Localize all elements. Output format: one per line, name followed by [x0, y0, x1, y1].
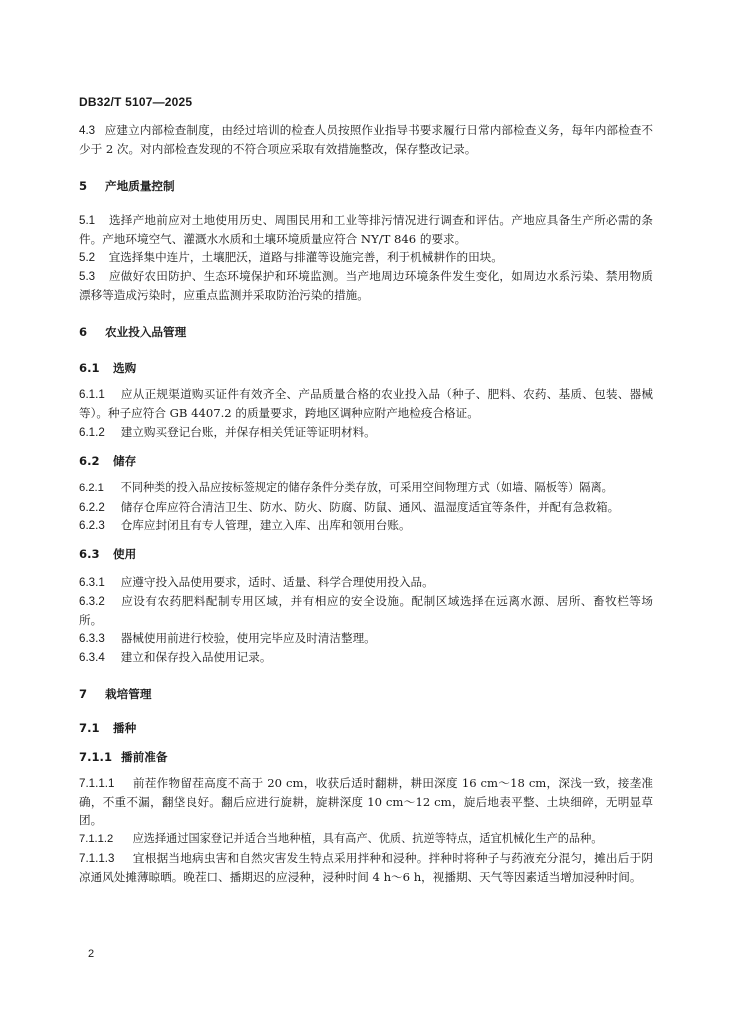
heading-number: 5 — [79, 179, 88, 193]
clause-text: 器械使用前进行校验，使用完毕应及时清洁整理。 — [120, 631, 376, 645]
heading-title: 农业投入品管理 — [105, 325, 187, 339]
clause-text: 不同种类的投入品应按标签规定的储存条件分类存放，可采用空间物理方式（如墙、隔板等）隔离。 — [120, 481, 613, 494]
clause-text: 应设有农药肥料配制专用区域，并有相应的安全设施。配制区域选择在远离水源、居所、畜牧栏等场所。 — [79, 594, 653, 627]
clause-number: 5.1 — [79, 214, 96, 227]
heading-title: 使用 — [113, 547, 137, 561]
clause-7-1-1-2 — [79, 830, 653, 848]
clause-5-2 — [79, 248, 653, 267]
clause-number: 5.2 — [79, 251, 96, 264]
heading-number: 6.3 — [79, 547, 100, 561]
clause-number: 7.1.1.1 — [79, 777, 115, 790]
clause-6-3-3 — [79, 629, 653, 648]
clause-6-2-3 — [79, 516, 653, 535]
clause-text: 应选择通过国家登记并适合当地种植，具有高产、优质、抗逆等特点，适宜机械化生产的品种。 — [132, 832, 603, 845]
clause-text: 应遵守投入品使用要求，适时、适量、科学合理使用投入品。 — [120, 575, 434, 589]
clause-number: 6.3.2 — [79, 595, 105, 608]
clause-5-1 — [79, 211, 653, 248]
heading-5 — [79, 177, 653, 195]
heading-title: 选购 — [113, 361, 137, 375]
page-number: 2 — [88, 948, 95, 960]
clause-6-1-2 — [79, 423, 653, 442]
clause-7-1-1-3 — [79, 849, 653, 886]
clause-text: 前茬作物留茬高度不高于 20 cm，收获后适时翻耕，耕田深度 16 cm～18 cm，深浅一致，接垄准确，不重不漏，翻垡良好。翻后应进行旋耕，旋耕深度 10 cm～12 cm，旋后地表平整、土块细碎，无明显草团。 — [79, 776, 653, 827]
heading-7 — [79, 685, 653, 703]
clause-text: 应做好农田防护、生态环境保护和环境监测。当产地周边环境条件发生变化，如周边水系污染、禁用物质漂移等造成污染时，应重点监测并采取防治污染的措施。 — [79, 269, 653, 302]
clause-4-3 — [79, 121, 653, 158]
clause-6-1-1 — [79, 385, 653, 422]
clause-number: 7.1.1.2 — [79, 833, 114, 845]
clause-text: 建立购买登记台账，并保存相关凭证等证明材料。 — [120, 425, 376, 439]
heading-7-1 — [79, 719, 653, 737]
heading-title: 栽培管理 — [105, 687, 152, 701]
heading-6 — [79, 323, 653, 341]
clause-number: 6.1.2 — [79, 426, 105, 439]
clause-5-3 — [79, 267, 653, 304]
clause-number: 6.2.3 — [79, 519, 105, 532]
heading-7-1-1 — [79, 748, 653, 766]
heading-title: 储存 — [113, 454, 137, 468]
heading-number: 6.2 — [79, 454, 100, 468]
clause-number: 6.2.2 — [79, 501, 105, 514]
clause-6-3-2 — [79, 592, 653, 629]
heading-title: 产地质量控制 — [105, 179, 175, 193]
clause-6-3-4 — [79, 648, 653, 667]
heading-number: 6.1 — [79, 361, 100, 375]
clause-text: 仓库应封闭且有专人管理，建立入库、出库和领用台账。 — [120, 518, 411, 532]
heading-6-3 — [79, 545, 653, 563]
clause-text: 建立和保存投入品使用记录。 — [120, 650, 272, 664]
clause-number: 5.3 — [79, 270, 96, 283]
heading-number: 6 — [79, 325, 88, 339]
heading-title: 播前准备 — [121, 750, 168, 764]
clause-6-2-1 — [79, 479, 653, 497]
clause-text: 储存仓库应符合清洁卫生、防水、防火、防腐、防鼠、通风、温湿度适宜等条件，并配有急救箱。 — [120, 500, 620, 514]
clause-text: 应从正规渠道购买证件有效齐全、产品质量合格的农业投入品（种子、肥料、农药、基质、包装、器械等）。种子应符合 GB 4407.2 的质量要求，跨地区调种应附产地检疫合格证。 — [79, 387, 653, 420]
clause-number: 6.3.1 — [79, 576, 105, 589]
heading-6-2 — [79, 452, 653, 470]
standard-number: DB32/T 5107—2025 — [79, 95, 193, 109]
heading-number: 7 — [79, 687, 88, 701]
clause-6-2-2 — [79, 498, 653, 517]
clause-number: 4.3 — [79, 124, 96, 137]
clause-number: 6.2.1 — [79, 482, 104, 494]
clause-text: 选择产地前应对土地使用历史、周围民用和工业等排污情况进行调查和评估。产地应具备生产所必需的条件。产地环境空气、灌溉水水质和土壤环境质量应符合 NY/T 846 的要求。 — [79, 213, 653, 246]
clause-number: 7.1.1.3 — [79, 852, 115, 865]
clause-number: 6.1.1 — [79, 388, 105, 401]
clause-7-1-1-1 — [79, 774, 653, 829]
clause-number: 6.3.3 — [79, 632, 105, 645]
clause-text: 宜根据当地病虫害和自然灾害发生特点采用拌种和浸种。拌种时将种子与药液充分混匀，摊出后于阴凉通风处摊薄晾晒。晚茬口、播期迟的应浸种，浸种时间 4 h～6 h，视播期、天气等因素适当增加浸种时间。 — [79, 851, 653, 884]
clause-number: 6.3.4 — [79, 651, 105, 664]
clause-text: 宜选择集中连片，土壤肥沃，道路与排灌等设施完善，利于机械耕作的田块。 — [108, 250, 503, 264]
clause-text: 应建立内部检查制度，由经过培训的检查人员按照作业指导书要求履行日常内部检查义务，每年内部检查不少于 2 次。对内部检查发现的不符合项应采取有效措施整改，保存整改记录。 — [79, 123, 653, 156]
heading-number: 7.1.1 — [79, 750, 113, 764]
heading-number: 7.1 — [79, 721, 100, 735]
heading-6-1 — [79, 359, 653, 377]
clause-6-3-1 — [79, 573, 653, 592]
heading-title: 播种 — [113, 721, 137, 735]
